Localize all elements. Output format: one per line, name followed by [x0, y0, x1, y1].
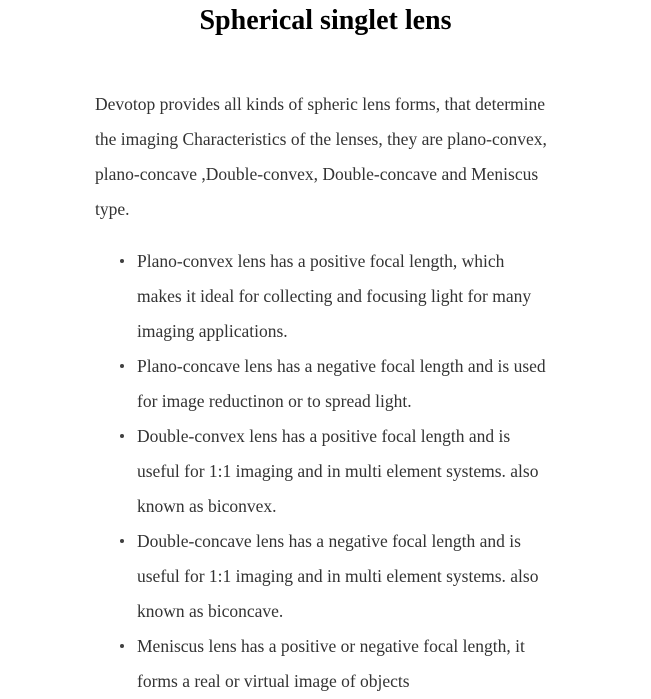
lens-type-list — [137, 244, 577, 699]
list-item-meniscus — [137, 629, 577, 699]
list-item-line: Double-convex lens has a positive focal length and is — [137, 426, 511, 446]
bullet-icon — [120, 259, 124, 263]
intro-paragraph — [95, 87, 565, 227]
bullet-icon — [120, 644, 124, 648]
document-page — [0, 4, 651, 699]
bullet-icon — [120, 364, 124, 368]
list-item-double-concave — [137, 524, 577, 629]
list-item-line: known as biconvex. — [137, 496, 277, 516]
list-item-line: known as biconcave. — [137, 601, 284, 621]
list-item-line: Plano-convex lens has a positive focal length, which — [137, 251, 505, 271]
bullet-icon — [120, 434, 124, 438]
list-item-line: useful for 1:1 imaging and in multi element systems. also — [137, 566, 539, 586]
list-item-line: for image reductinon or to spread light. — [137, 391, 412, 411]
bullet-icon — [120, 539, 124, 543]
list-item-line: Meniscus lens has a positive or negative focal length, it — [137, 636, 525, 656]
list-item-double-convex — [137, 419, 577, 524]
list-item-line: forms a real or virtual image of objects — [137, 671, 410, 691]
list-item-plano-concave — [137, 349, 577, 419]
list-item-plano-convex — [137, 244, 577, 349]
list-item-line: Double-concave lens has a negative focal length and is — [137, 531, 521, 551]
page-title: Spherical singlet lens — [199, 5, 452, 36]
intro-line: Devotop provides all kinds of spheric lens forms, that determine — [95, 94, 546, 114]
list-item-line: makes it ideal for collecting and focusing light for many — [137, 286, 532, 306]
intro-line: the imaging Characteristics of the lenses, they are plano-convex, — [95, 129, 547, 149]
list-item-line: useful for 1:1 imaging and in multi element systems. also — [137, 461, 539, 481]
list-item-line: imaging applications. — [137, 321, 288, 341]
intro-line: plano-concave ,Double-convex, Double-concave and Meniscus — [95, 164, 539, 184]
list-item-line: Plano-concave lens has a negative focal length and is used — [137, 356, 546, 376]
intro-line: type. — [95, 199, 130, 219]
